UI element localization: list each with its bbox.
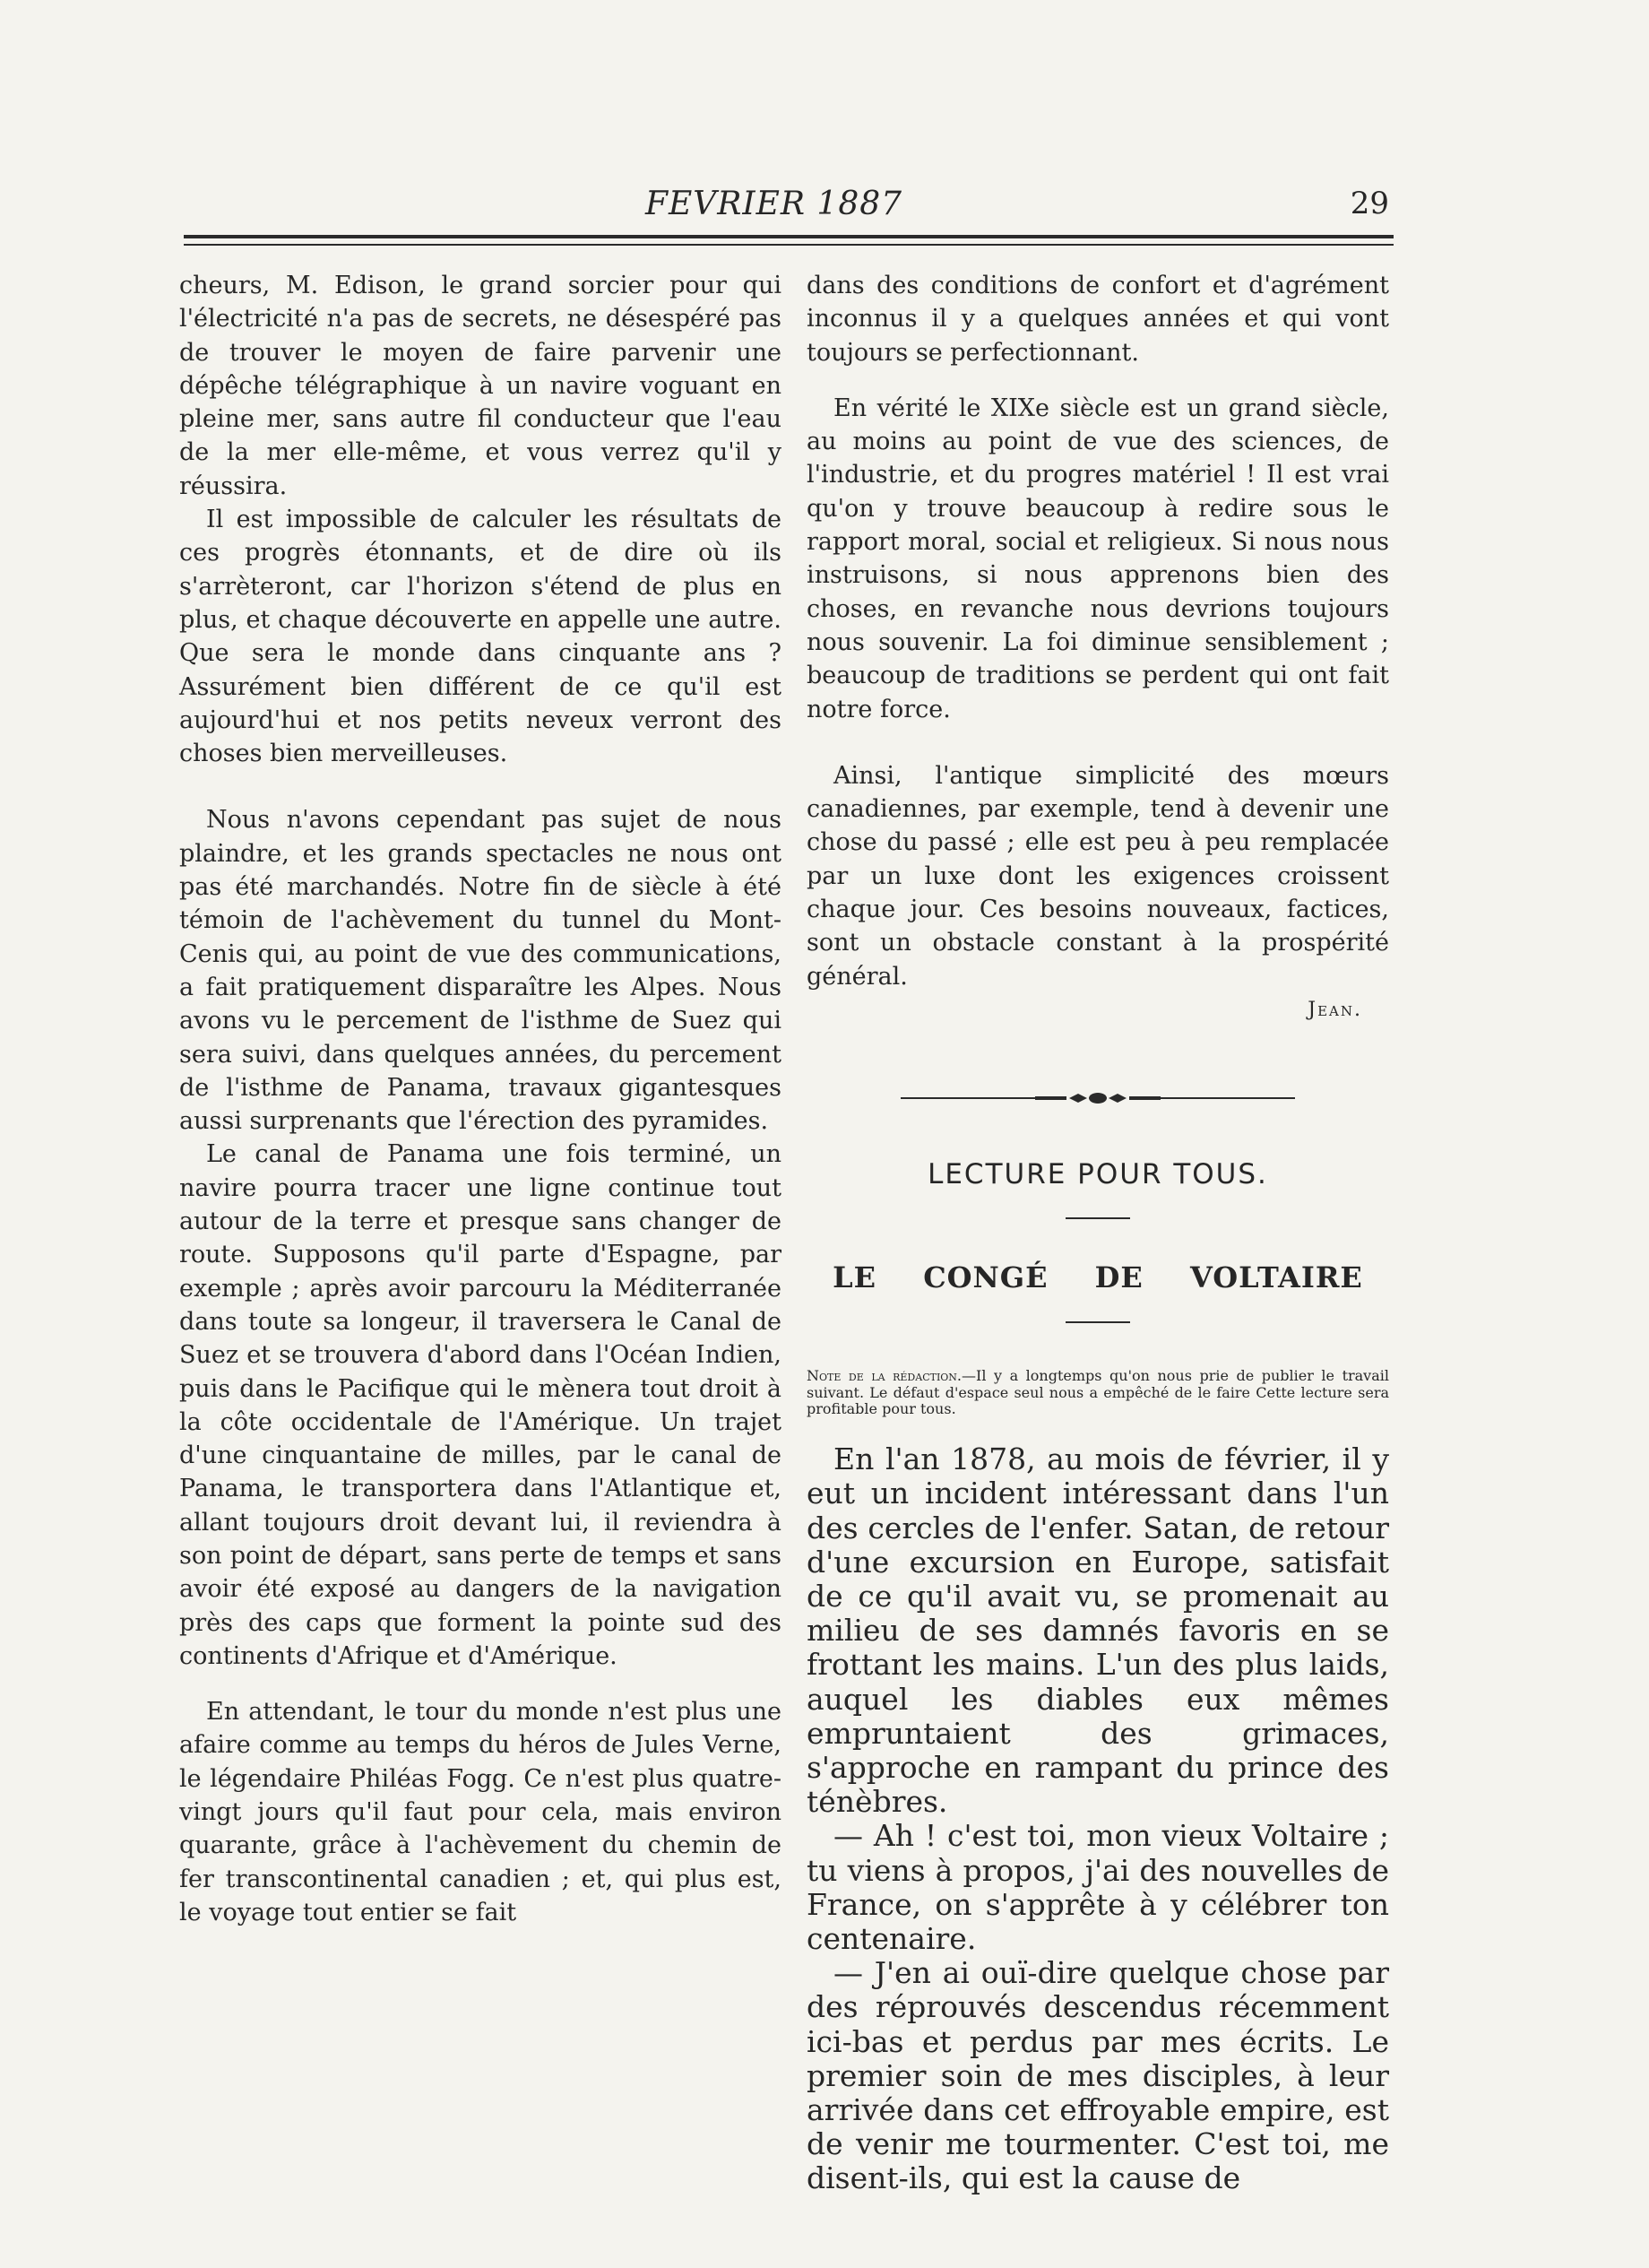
header-rule-thick	[184, 235, 1394, 238]
short-rule-2	[1066, 1321, 1130, 1323]
left-paragraph-3: Nous n'avons cependant pas sujet de nous plaindre, et les grands spectacles ne nous ont pas été marchandés. Notre fin de siècle à été témoin de l'achèvement du tunnel du Mont-Cenis qui, au point de vue des communications, a fait pratiquement disparaître les Alpes. Nous avons vu le percement de l'isthme de Suez qui sera suivi, dans quelques années, du percement de l'isthme de Panama, travaux gigantesques aussi surprenants que l'érection des pyramides.	[179, 806, 781, 1136]
left-paragraph-4: Le canal de Panama une fois terminé, un navire pourra tracer une ligne continue tout autour de la terre et presque sans changer de route. Supposons qu'il parte d'Espagne, par exemple ; après avoir parcouru la Méditerranée dans toute sa longeur, il traversera le Canal de Suez et se trouvera d'abord dans l'Océan Indien, puis dans le Pacifique qui le mènera tout droit à la côte occidentale de l'Amérique. Un trajet d'une cinquantaine de milles, par le canal de Panama, le transportera dans l'Atlantique et, allant toujours droit devant lui, il reviendra à son point de départ, sans perte de temps et sans avoir été exposé au dangers de la navigation près des caps que forment la pointe sud des continents d'Afrique et d'Amérique.	[179, 1140, 781, 1670]
story-paragraph-1: En l'an 1878, au mois de février, il y eut un incident intéressant dans l'un des cercles de l'enfer. Satan, de retour d'une excursion en Europe, satisfait de ce qu'il avait vu, se promenait au milieu de ses damnés favoris en se frottant les mains. L'un des plus laids, auquel les diables eux mêmes empruntaient des grimaces, s'approche en rampant du prince des ténèbres.	[807, 1441, 1389, 1820]
article-title: LE CONGÉ DE VOLTAIRE	[833, 1260, 1363, 1295]
left-paragraph-2: Il est impossible de calculer les résultats de ces progrès étonnants, et de dire où ils s'arrèteront, car l'horizon s'étend de plus en plus, et chaque découverte en appelle une autre. Que sera le monde dans cinquante ans ? Assurément bien différent de ce qu'il est aujourd'hui et nos petits neveux verront des choses bien merveilleuses.	[179, 506, 781, 768]
page-number: 29	[1350, 186, 1389, 221]
header-title: FEVRIER 1887	[645, 186, 903, 222]
page-header	[179, 184, 1389, 229]
short-rule-1	[1066, 1217, 1130, 1219]
left-paragraph-5: En attendant, le tour du monde n'est plus une afaire comme au temps du héros de Jules Verne, le légendaire Philéas Fogg. Ce n'est plus quatre-vingt jours qu'il faut pour cela, mais environ quarante, grâce à l'achèvement du chemin de fer transcontinental canadien ; et, qui plus est, le voyage tout entier se fait	[179, 1698, 781, 1926]
right-column	[807, 269, 1389, 2196]
story-text	[807, 1442, 1389, 2195]
signature: Jean.	[1308, 998, 1362, 1021]
right-paragraph-1: dans des conditions de confort et d'agrément inconnus il y a quelques années et qui vont toujours se perfectionnant.	[807, 272, 1389, 367]
right-paragraph-3: Ainsi, l'antique simplicité des mœurs canadiennes, par exemple, tend à devenir une chose du passé ; elle est peu à peu remplacée par un luxe dont les exigences croissent chaque jour. Ces besoins nouveaux, factices, sont un obstacle constant à la prospérité général.	[807, 761, 1389, 991]
story-paragraph-3: — J'en ai ouï-dire quelque chose par des réprouvés descendus récemment ici-bas et perdus par mes écrits. Le premier soin de mes disciples, à leur arrivée dans cet effroyable empire, est de venir me tourmenter. C'est toi, me disent-ils, qui est la cause de	[807, 1955, 1389, 2196]
section-title: LECTURE POUR TOUS.	[928, 1158, 1268, 1191]
left-column	[179, 269, 781, 1929]
story-paragraph-2: — Ah ! c'est toi, mon vieux Voltaire ; tu viens à propos, j'ai des nouvelles de France, on s'apprête à y célébrer ton centenaire.	[807, 1818, 1389, 1956]
editor-note-label: Note de la rédaction.	[807, 1367, 963, 1385]
right-paragraph-2: En vérité le XIXe siècle est un grand siècle, au moins au point de vue des sciences, de l'industrie, et du progres matériel ! Il est vrai qu'on y trouve beaucoup à redire sous le rapport moral, social et religieux. Si nous nous instruisons, si nous apprenons bien des choses, en revanche nous devrions toujours nous souvenir. La foi diminue sensiblement ; beaucoup de traditions se perdent qui ont fait notre force.	[807, 394, 1389, 723]
header-rule-thin	[184, 244, 1394, 246]
editor-note	[807, 1368, 1389, 1417]
left-paragraph-1: cheurs, M. Edison, le grand sorcier pour qui l'électricité n'a pas de secrets, ne désespéré pas de trouver le moyen de faire parvenir une dépêche télégraphique à un navire voguant en pleine mer, sans autre fil conducteur que l'eau de la mer elle-même, et vous verrez qu'il y réussira.	[179, 272, 781, 500]
section-divider-ornament	[901, 1089, 1295, 1107]
editor-note-text: —Il y a longtemps qu'on nous prie de publier le travail suivant. Le défaut d'espace seul nous a empêché de le faire Cette lecture sera profitable pour tous.	[807, 1367, 1389, 1417]
